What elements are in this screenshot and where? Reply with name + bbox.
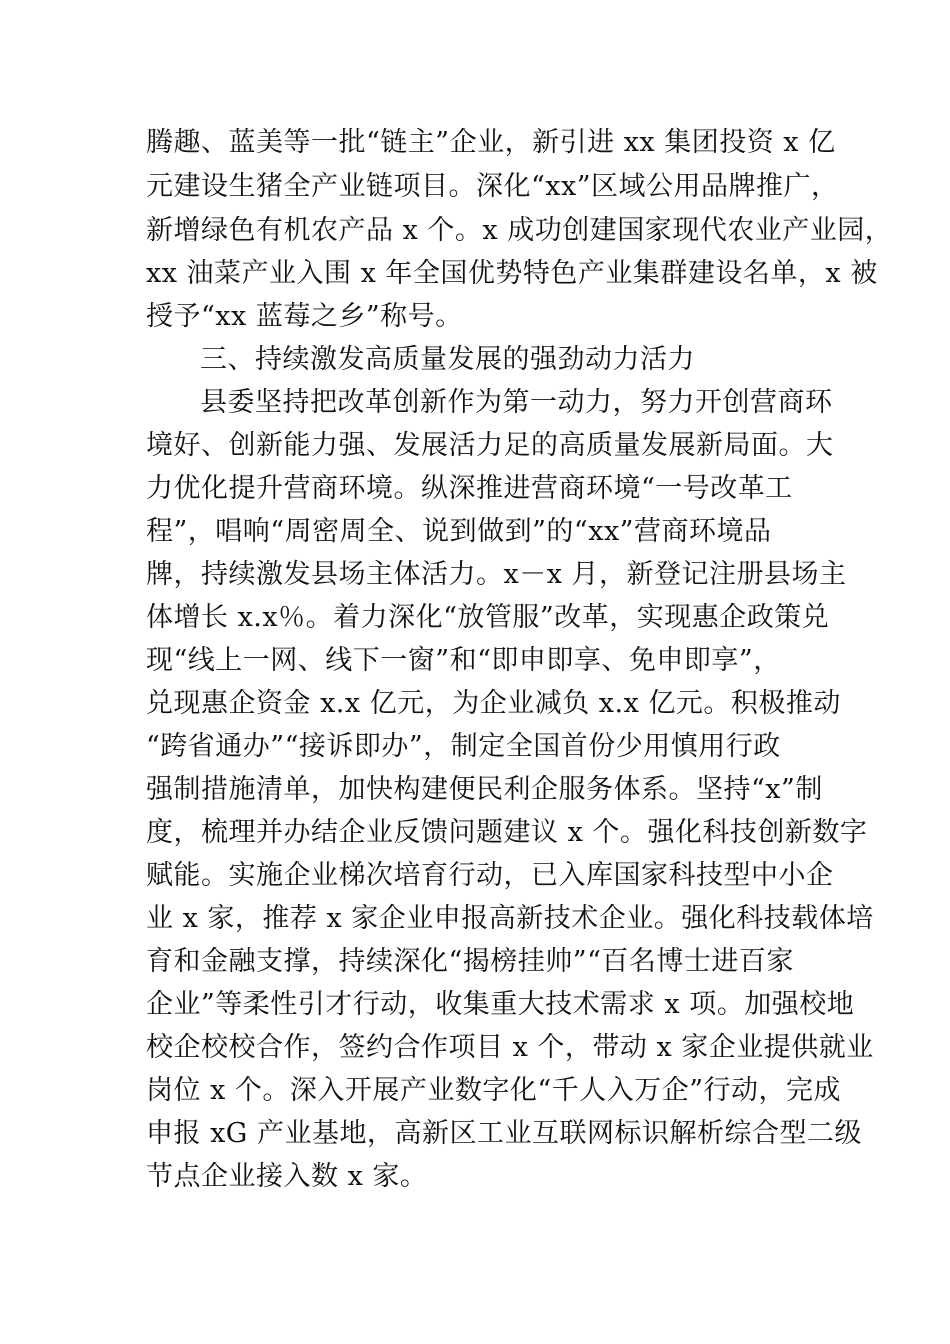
paragraph-line: 业 x 家，推荐 x 家企业申报高新技术企业。强化科技载体培	[146, 903, 874, 934]
paragraph-line: 赋能。实施企业梯次培育行动，已入库国家科技型中小企	[146, 860, 834, 891]
paragraph-line: 育和金融支撑，持续深化“揭榜挂帅”“百名博士进百家	[146, 946, 794, 977]
paragraph-line: 度，梳理并办结企业反馈问题建议 x 个。强化科技创新数字	[146, 817, 868, 848]
paragraph-line: 岗位 x 个。深入开展产业数字化“千人入万企”行动，完成	[146, 1075, 841, 1106]
paragraph-line: 节点企业接入数 x 家。	[146, 1161, 428, 1192]
paragraph-line: 强制措施清单，加快构建便民利企服务体系。坚持“x”制	[146, 774, 823, 805]
paragraph-line: 县委坚持把改革创新作为第一动力，努力开创营商环	[200, 387, 833, 418]
paragraph-line: 现“线上一网、线下一窗”和“即申即享、免申即享”，	[146, 645, 781, 676]
paragraph-line: 元建设生猪全产业链项目。深化“xx”区域公用品牌推广，	[146, 171, 839, 202]
paragraph-line: “跨省通办”“接诉即办”，制定全国首份少用慎用行政	[146, 731, 781, 762]
paragraph-line: 腾趣、蓝美等一批“链主”企业，新引进 xx 集团投资 x 亿	[146, 127, 836, 158]
paragraph-line: xx 油菜产业入围 x 年全国优势特色产业集群建设名单，x 被	[146, 258, 878, 289]
paragraph-line: 体增长 x.x％。着力深化“放管服”改革，实现惠企政策兑	[146, 602, 830, 633]
paragraph-line: 程”，唱响“周密周全、说到做到”的“xx”营商环境品	[146, 516, 772, 547]
paragraph-line: 校企校校合作，签约合作项目 x 个，带动 x 家企业提供就业	[146, 1032, 874, 1063]
paragraph-line: 企业”等柔性引才行动，收集重大技术需求 x 项。加强校地	[146, 989, 855, 1020]
paragraph-line: 牌，持续激发县场主体活力。x－x 月，新登记注册县场主	[146, 559, 847, 590]
paragraph-line: 境好、创新能力强、发展活力足的高质量发展新局面。大	[146, 430, 834, 461]
paragraph-line: 兑现惠企资金 x.x 亿元，为企业减负 x.x 亿元。积极推动	[146, 688, 841, 719]
paragraph-line: 授予“xx 蓝莓之乡”称号。	[146, 301, 463, 332]
paragraph-line: 申报 xG 产业基地，高新区工业互联网标识解析综合型二级	[146, 1118, 862, 1149]
section-heading: 三、持续激发高质量发展的强劲动力活力	[200, 344, 695, 375]
paragraph-line: 新增绿色有机农产品 x 个。x 成功创建国家现代农业产业园，	[146, 215, 893, 246]
paragraph-line: 力优化提升营商环境。纵深推进营商环境“一号改革工	[146, 473, 793, 504]
